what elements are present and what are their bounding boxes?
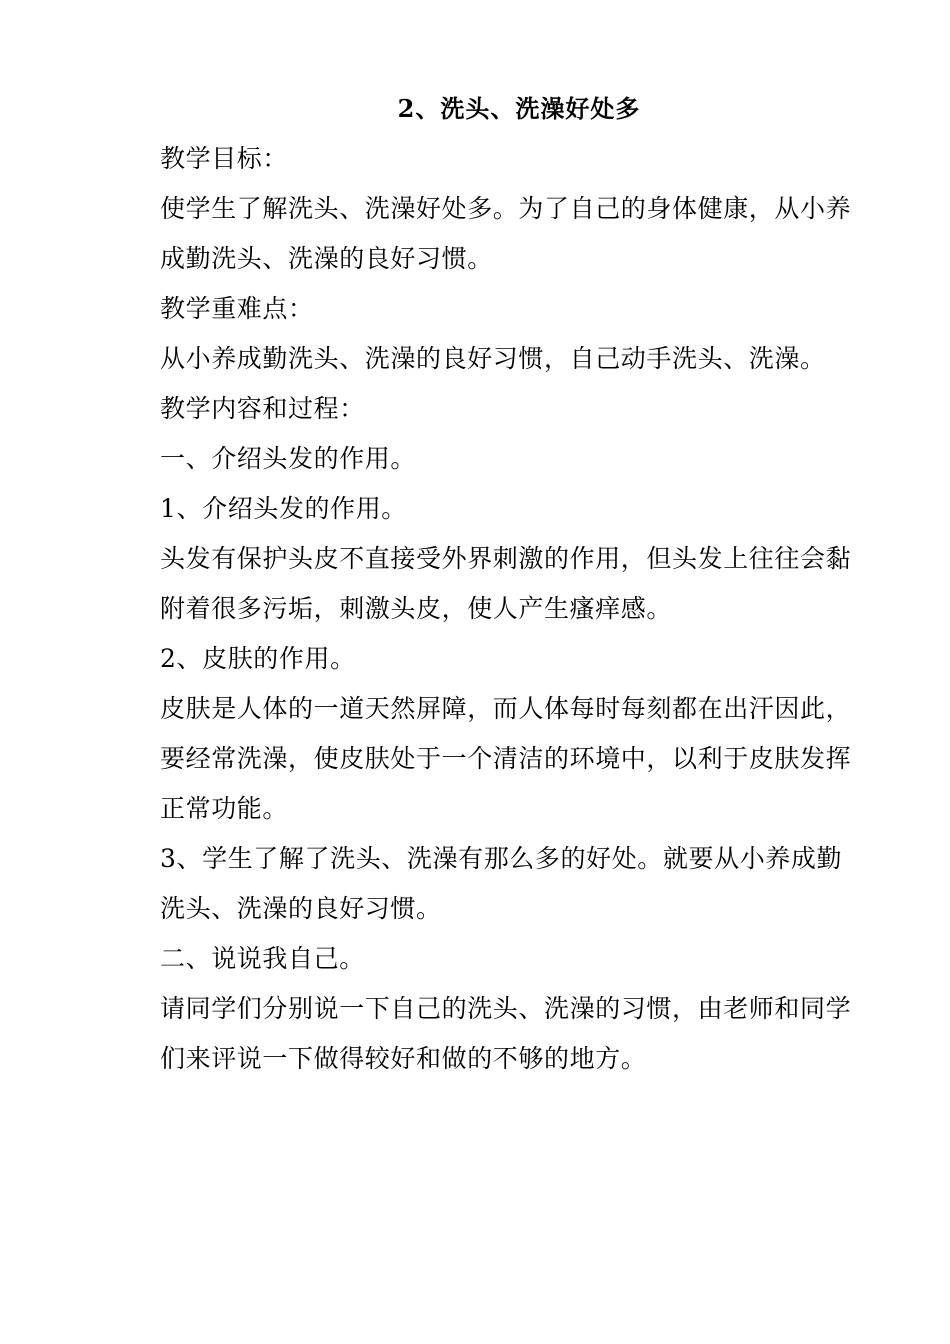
- key-difficulties-text: 从小养成勤洗头、洗澡的良好习惯，自己动手洗头、洗澡。: [160, 344, 826, 373]
- item-1-text: 头发有保护头皮不直接受外界刺激的作用，但头发上往往会黏附着很多污垢，刺激头皮，使人产生瘙痒感。: [160, 544, 852, 623]
- section-two-heading: 二、说说我自己。: [160, 944, 365, 973]
- heading-content-process: 教学内容和过程：: [160, 394, 365, 423]
- section-two-text: 请同学们分别说一下自己的洗头、洗澡的习惯，由老师和同学们来评说一下做得较好和做的不够的地方。: [160, 994, 852, 1073]
- item-2-heading: 2、皮肤的作用。: [160, 644, 356, 673]
- heading-teaching-goals: 教学目标：: [160, 144, 289, 173]
- teaching-goals-text: 使学生了解洗头、洗澡好处多。为了自己的身体健康，从小养成勤洗头、洗澡的良好习惯。: [160, 194, 852, 273]
- item-1-heading: 1、介绍头发的作用。: [160, 494, 407, 523]
- item-2-text: 皮肤是人体的一道天然屏障，而人体每时每刻都在出汗因此，要经常洗澡，使皮肤处于一个清洁的环境中，以利于皮肤发挥正常功能。: [160, 694, 852, 823]
- section-one-heading: 一、介绍头发的作用。: [160, 444, 417, 473]
- item-3-text: 3、学生了解了洗头、洗澡有那么多的好处。就要从小养成勤洗头、洗澡的良好习惯。: [160, 844, 843, 923]
- heading-key-difficulties: 教学重难点：: [160, 294, 314, 323]
- document-page: [160, 84, 860, 1084]
- document-title: 2、洗头、洗澡好处多: [397, 94, 641, 123]
